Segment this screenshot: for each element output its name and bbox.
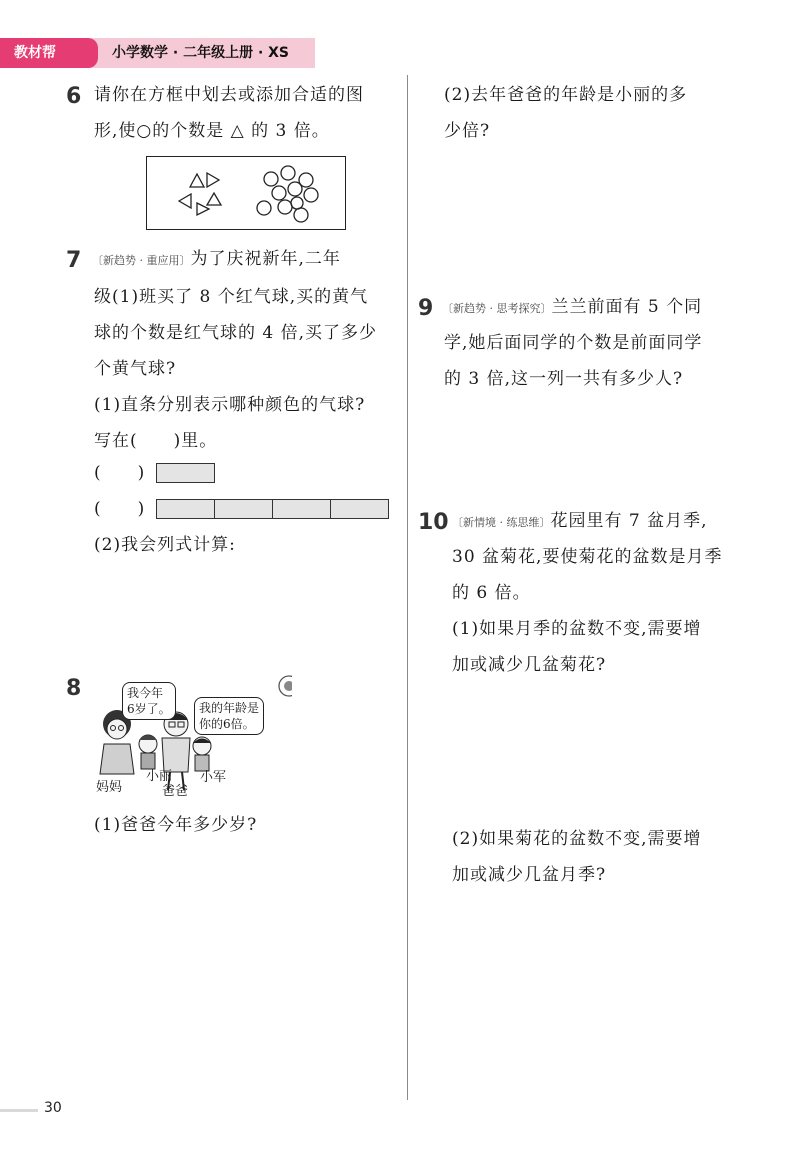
q7-bar-label-2[interactable]: ( ) [94,499,146,519]
label-xiaoli: 小丽 [146,769,173,784]
label-mom: 妈妈 [96,780,123,795]
circle-shape [291,197,303,209]
q8-number: 8 [66,676,82,701]
q8-sub1: (1)爸爸今年多少岁? [94,815,258,835]
speech-bubble-dad [194,697,264,735]
q6-shape-box[interactable] [146,156,346,230]
page-number: 30 [44,1100,62,1116]
sun-icon [279,676,292,696]
q7-long-bar [156,499,392,519]
q7-line-1: 为了庆祝新年,二年 [190,249,341,269]
q9-line-3: 的 3 倍,这一列一共有多少人? [444,369,684,389]
bubble-2-line-1: 我的年龄是 [199,701,260,715]
circle-shape [294,208,308,222]
circle-shape [288,182,302,196]
bar-segment [330,499,389,519]
speech-bubble-xiaoli [122,682,176,720]
brand-label: 教材帮 [14,45,56,61]
circle-shape [257,201,271,215]
q8-sub2-line-2: 少倍? [444,121,491,141]
q6-line-2: 形,使○的个数是 △ 的 3 倍。 [94,121,330,141]
bubble-1-line-2: 6岁了。 [127,702,171,716]
q7-bar-label-1[interactable]: ( ) [94,463,146,483]
q10-tag: 〔新情境 · 练思维〕 [452,516,551,529]
q9-line-2: 学,她后面同学的个数是前面同学 [444,333,703,353]
q10-line-2: 30 盆菊花,要使菊花的盆数是月季 [452,547,723,567]
q7-sub1-line-2: 写在( )里。 [94,431,218,451]
circle-shape [278,200,292,214]
q6-line-1: 请你在方框中划去或添加合适的图 [94,85,364,105]
q7-short-bar [156,463,215,483]
q7-sub2: (2)我会列式计算: [94,535,236,555]
q8-sub2-line-1: (2)去年爸爸的年龄是小丽的多 [444,85,688,105]
circle-shape [304,188,318,202]
q9-tag: 〔新趋势 · 思考探究〕 [442,302,552,315]
q10-line-3: 的 6 倍。 [452,583,531,603]
label-dad: 爸爸 [162,784,189,799]
q10-number: 10 [418,510,449,535]
q7-sub1-line-1: (1)直条分别表示哪种颜色的气球? [94,395,366,415]
q9-line-1: 兰兰前面有 5 个同 [551,297,703,317]
circle-shape [281,166,295,180]
column-divider [407,75,408,1100]
book-title: 小学数学 · 二年级上册 · XS [112,45,290,61]
q9-number: 9 [418,296,434,321]
triangle-shape [207,173,219,187]
label-xiaojun: 小军 [200,770,227,785]
triangle-shape [190,174,204,187]
q7-number: 7 [66,248,82,273]
bubble-1-line-1: 我今年 [127,686,164,700]
circle-shape [272,186,286,200]
q10-sub2-line-2: 加或减少几盆月季? [452,865,607,885]
bubble-2-line-2: 你的6倍。 [199,717,255,731]
q7-tag: 〔新趋势 · 重应用〕 [92,254,191,267]
q10-sub1-line-1: (1)如果月季的盆数不变,需要增 [452,619,702,639]
q6-number: 6 [66,84,82,109]
bar-segment [214,499,273,519]
bar-segment [156,499,215,519]
circle-shape [264,172,278,186]
q6-shapes [147,157,345,229]
footer-rule [0,1109,38,1112]
q10-sub2-line-1: (2)如果菊花的盆数不变,需要增 [452,829,702,849]
triangle-shape [207,193,221,205]
q7-line-3: 球的个数是红气球的 4 倍,买了多少 [94,323,378,343]
xiaoli-figure [139,735,157,769]
q10-sub1-line-2: 加或减少几盆菊花? [452,655,607,675]
q10-line-1: 花园里有 7 盆月季, [550,511,708,531]
triangle-shape [179,194,191,208]
q7-line-4: 个黄气球? [94,359,177,379]
q7-line-2: 级(1)班买了 8 个红气球,买的黄气 [94,287,369,307]
bar-segment [272,499,331,519]
